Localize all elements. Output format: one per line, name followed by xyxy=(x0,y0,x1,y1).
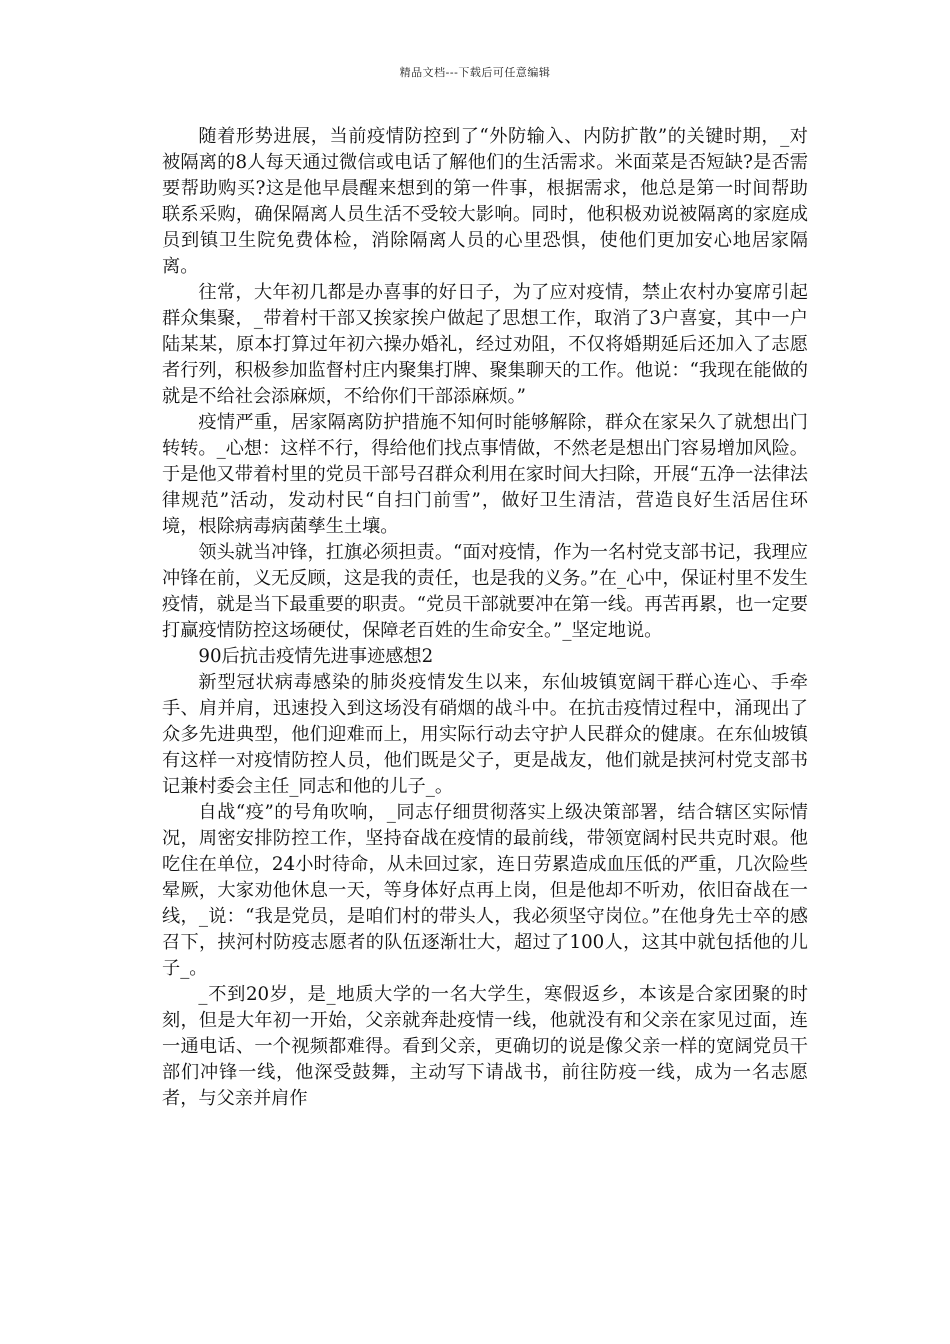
paragraph: 新型冠状病毒感染的肺炎疫情发生以来，东仙坡镇宽阔干群心连心、手牵手、肩并肩，迅速投入到这场没有硝烟的战斗中。在抗击疫情过程中，涌现出了众多先进典型，他们迎难而上，用实际行动去守护人民群众的健康。在东仙坡镇有这样一对疫情防控人员，他们既是父子，更是战友，他们就是挟河村党支部书记兼村委会主任_同志和他的儿子_。 xyxy=(162,672,808,797)
document-body xyxy=(162,124,808,1112)
paragraph: 疫情严重，居家隔离防护措施不知何时能够解除，群众在家呆久了就想出门转转。_心想：这样不行，得给他们找点事情做，不然老是想出门容易增加风险。于是他又带着村里的党员干部号召群众利用在家时间大扫除，开展“五净一法律法律规范”活动，发动村民“自扫门前雪”，做好卫生清洁，营造良好生活居住环境，根除病毒病菌孳生土壤。 xyxy=(162,412,808,537)
paragraph: 随着形势进展，当前疫情防控到了“外防输入、内防扩散”的关键时期，_对被隔离的8人每天通过微信或电话了解他们的生活需求。米面菜是否短缺?是否需要帮助购买?这是他早晨醒来想到的第一件事，根据需求，他总是第一时间帮助联系采购，确保隔离人员生活不受较大影响。同时，他积极劝说被隔离的家庭成员到镇卫生院免费体检，消除隔离人员的心里恐惧，使他们更加安心地居家隔离。 xyxy=(162,126,808,277)
section-title: 90后抗击疫情先进事迹感想2 xyxy=(198,646,434,667)
paragraph: 领头就当冲锋，扛旗必须担责。“面对疫情，作为一名村党支部书记，我理应冲锋在前，义无反顾，这是我的责任，也是我的义务。”在_心中，保证村里不发生疫情，就是当下最重要的职责。“党员干部就要冲在第一线。再苦再累，也一定要打赢疫情防控这场硬仗，保障老百姓的生命安全。”_坚定地说。 xyxy=(162,542,808,641)
page-header: 精品文档---下载后可任意编辑 xyxy=(399,66,551,79)
paragraph: 自战“疫”的号角吹响，_同志仔细贯彻落实上级决策部署，结合辖区实际情况，周密安排防控工作，坚持奋战在疫情的最前线，带领宽阔村民共克时艰。他吃住在单位，24小时待命，从未回过家，连日劳累造成血压低的严重，几次险些晕厥，大家劝他休息一天，等身体好点再上岗，但是他却不听劝，依旧奋战在一线，_说：“我是党员，是咱们村的带头人，我必须坚守岗位。”在他身先士卒的感召下，挟河村防疫志愿者的队伍逐渐壮大，超过了100人，这其中就包括他的儿子_。 xyxy=(162,802,808,979)
paragraph: _不到20岁，是_地质大学的一名大学生，寒假返乡，本该是合家团聚的时刻，但是大年初一开始，父亲就奔赴疫情一线，他就没有和父亲在家见过面，连一通电话、一个视频都难得。看到父亲，更确切的说是像父亲一样的宽阔党员干部们冲锋一线，他深受鼓舞，主动写下请战书，前往防疫一线，成为一名志愿者，与父亲并肩作 xyxy=(162,984,808,1109)
paragraph: 往常，大年初几都是办喜事的好日子，为了应对疫情，禁止农村办宴席引起群众集聚，_带着村干部又挨家挨户做起了思想工作，取消了3户喜宴，其中一户陆某某，原本打算过年初六操办婚礼，经过劝阻，不仅将婚期延后还加入了志愿者行列，积极参加监督村庄内聚集打牌、聚集聊天的工作。他说：“我现在能做的就是不给社会添麻烦，不给你们干部添麻烦。” xyxy=(162,282,808,407)
